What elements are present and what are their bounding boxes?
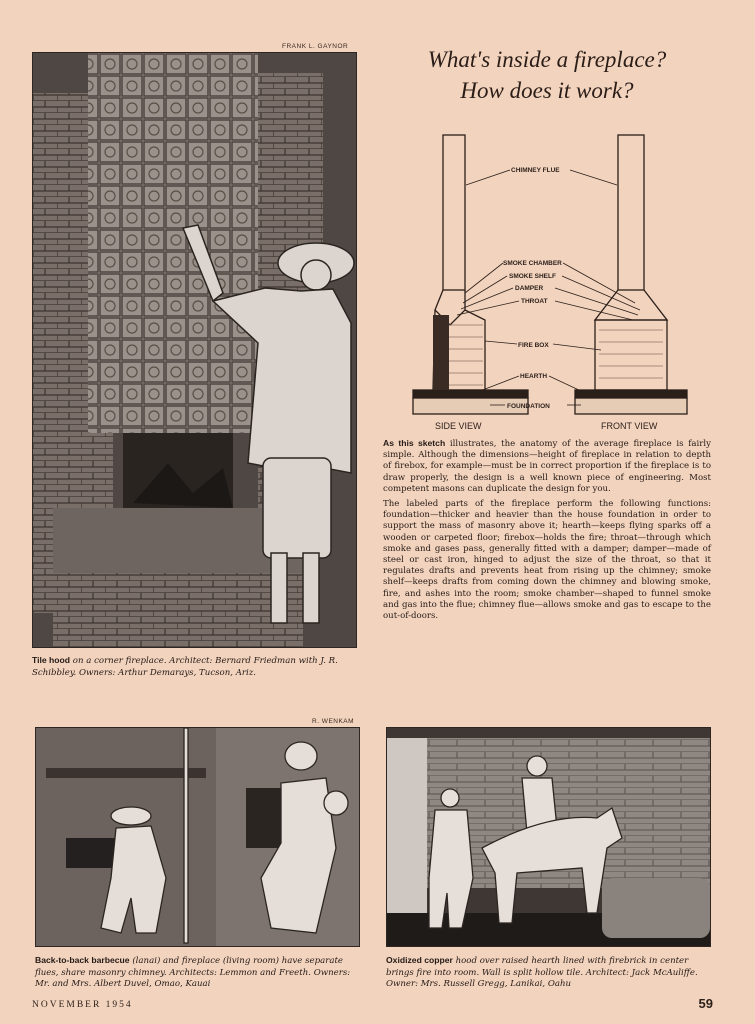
caption-bottom-right xyxy=(386,955,714,991)
label-fire-box: FIRE BOX xyxy=(518,342,549,349)
headline-line1: What's inside a fireplace? xyxy=(427,47,667,72)
label-smoke-chamber: SMOKE CHAMBER xyxy=(503,260,562,267)
caption-bottom-right-text: hood over raised hearth lined with firebrick in center brings fire into room. Wall is split hollow tile. Architect: Jack McAuliffe. Owner: Mrs. Russell Gregg, Lanikai, Oahu xyxy=(386,956,698,989)
caption-top-lead: Tile hood xyxy=(32,655,71,665)
caption-top xyxy=(32,655,362,679)
caption-bottom-left-lead: Back-to-back barbecue xyxy=(35,955,130,965)
label-front-view: FRONT VIEW xyxy=(601,421,658,431)
caption-bottom-left-text: (lanai) and fireplace (living room) have separate flues, share masonry chimney. Architects: Lemmon and Freeth. Owners: Mr. and Mrs. Albert Duvel, Omao, Kauai xyxy=(35,956,351,989)
article-paragraph-2: The labeled parts of the fireplace perform the following functions: foundation—thicker and heavier than the house foundation in order to support the mass of masonry above it; hearth—keeps flying sparks off a wooden or carpeted floor; firebox—holds the fire; throat—through which smoke and gases pass, generally fitted with a damper; damper—made of steel or cast iron, hinged to adjust the size of the throat, so that it regulates drafts and prevents heat from rising up the chimney; smoke shelf—keeps drafts from coming down the chimney and blowing smoke, fire, and ashes into the room; smoke chamber—shaped to funnel smoke and gas into the flue; chimney flue—allows smoke and gas to escape to the out-of-doors. xyxy=(383,499,711,622)
caption-top-text: on a corner fireplace. Architect: Bernard Friedman with J. R. Schibbley. Owners: Arthur Demarays, Tucson, Ariz. xyxy=(32,656,338,678)
caption-bottom-right-lead: Oxidized copper xyxy=(386,955,453,965)
headline-line2: How does it work? xyxy=(460,78,634,103)
label-smoke-shelf: SMOKE SHELF xyxy=(509,273,556,280)
caption-bottom-left xyxy=(35,955,365,991)
photo-credit-top: FRANK L. GAYNOR xyxy=(282,43,349,50)
article-body xyxy=(383,438,711,626)
label-chimney-flue: CHIMNEY FLUE xyxy=(511,167,560,174)
label-damper: DAMPER xyxy=(515,285,544,292)
headline xyxy=(382,44,712,106)
label-throat: THROAT xyxy=(521,298,548,305)
label-side-view: SIDE VIEW xyxy=(435,421,482,431)
page-number: 59 xyxy=(698,996,713,1011)
copper-hood-photo xyxy=(386,727,711,947)
article-lead: As this sketch xyxy=(383,438,446,448)
article-paragraph-1 xyxy=(383,438,711,495)
photo-credit-bottom-left: R. WENKAM xyxy=(312,718,355,725)
barbecue-photo xyxy=(35,727,360,947)
tile-hood-photo xyxy=(32,52,357,648)
label-hearth: HEARTH xyxy=(520,373,548,380)
label-foundation: FOUNDATION xyxy=(507,403,550,410)
issue-date: NOVEMBER 1954 xyxy=(32,1000,133,1010)
fireplace-diagram xyxy=(405,125,705,435)
article-para1-text: illustrates, the anatomy of the average fireplace is fairly simple. Although the dimensions—height of fireplace in relation to depth of firebox, for example—must be in correct proportion if the fireplace is to draw properly, the design is a well known piece of engineering. Most competent masons can duplicate the design for you. xyxy=(383,439,711,494)
